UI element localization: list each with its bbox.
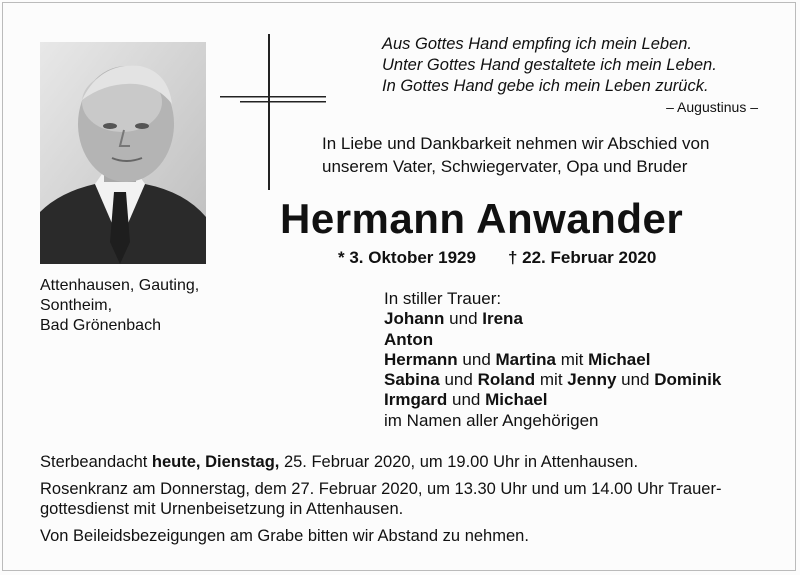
mourner-row: Johann und Irena [384, 309, 523, 329]
portrait-photo [40, 42, 206, 264]
service-info [40, 452, 760, 552]
service-rosary: Rosenkranz am Donnerstag, dem 27. Februar 2020, um 13.30 Uhr und um 14.00 Uhr Trauer- gottesdienst mit Urnenbeisetzung in Attenhausen. [40, 479, 722, 518]
service-vigil: Sterbeandacht heute, Dienstag, 25. Februar 2020, um 19.00 Uhr in Attenhausen. [40, 453, 639, 471]
deceased-name: Hermann Anwander [280, 195, 684, 242]
mourners-footer: im Namen aller Angehörigen [384, 410, 599, 430]
death-date: † 22. Februar 2020 [507, 248, 657, 267]
places-list [40, 276, 199, 336]
condolence-note: Von Beileidsbezeigungen am Grabe bitten wir Abstand zu nehmen. [40, 526, 529, 545]
place-line: Bad Grönenbach [40, 317, 161, 334]
mourner-row: Anton [384, 329, 434, 349]
quote-line-2: Unter Gottes Hand gestaltete ich mein Leben. [382, 56, 717, 74]
quote-author: – Augustinus – [666, 99, 758, 115]
intro-line-1: In Liebe und Dankbarkeit nehmen wir Abschied von [322, 134, 710, 153]
life-dates [338, 248, 656, 268]
mourners-heading: In stiller Trauer: [384, 289, 502, 308]
mourner-row: Sabina und Roland mit Jenny und Dominik [384, 370, 722, 390]
birth-date: * 3. Oktober 1929 [338, 248, 476, 267]
place-line: Sontheim, [40, 297, 113, 314]
quote-line-3: In Gottes Hand gebe ich mein Leben zurück. [382, 77, 709, 95]
bible-quote [382, 34, 762, 118]
mourner-row: Irmgard und Michael [384, 390, 548, 410]
quote-line-1: Aus Gottes Hand empfing ich mein Leben. [382, 35, 693, 53]
farewell-intro [322, 132, 772, 178]
intro-line-2: unserem Vater, Schwiegervater, Opa und Bruder [322, 157, 688, 176]
cross-icon [220, 34, 330, 199]
mourners-list [384, 289, 721, 431]
place-line: Attenhausen, Gauting, [40, 277, 200, 294]
mourner-row: Hermann und Martina mit Michael [384, 349, 651, 369]
